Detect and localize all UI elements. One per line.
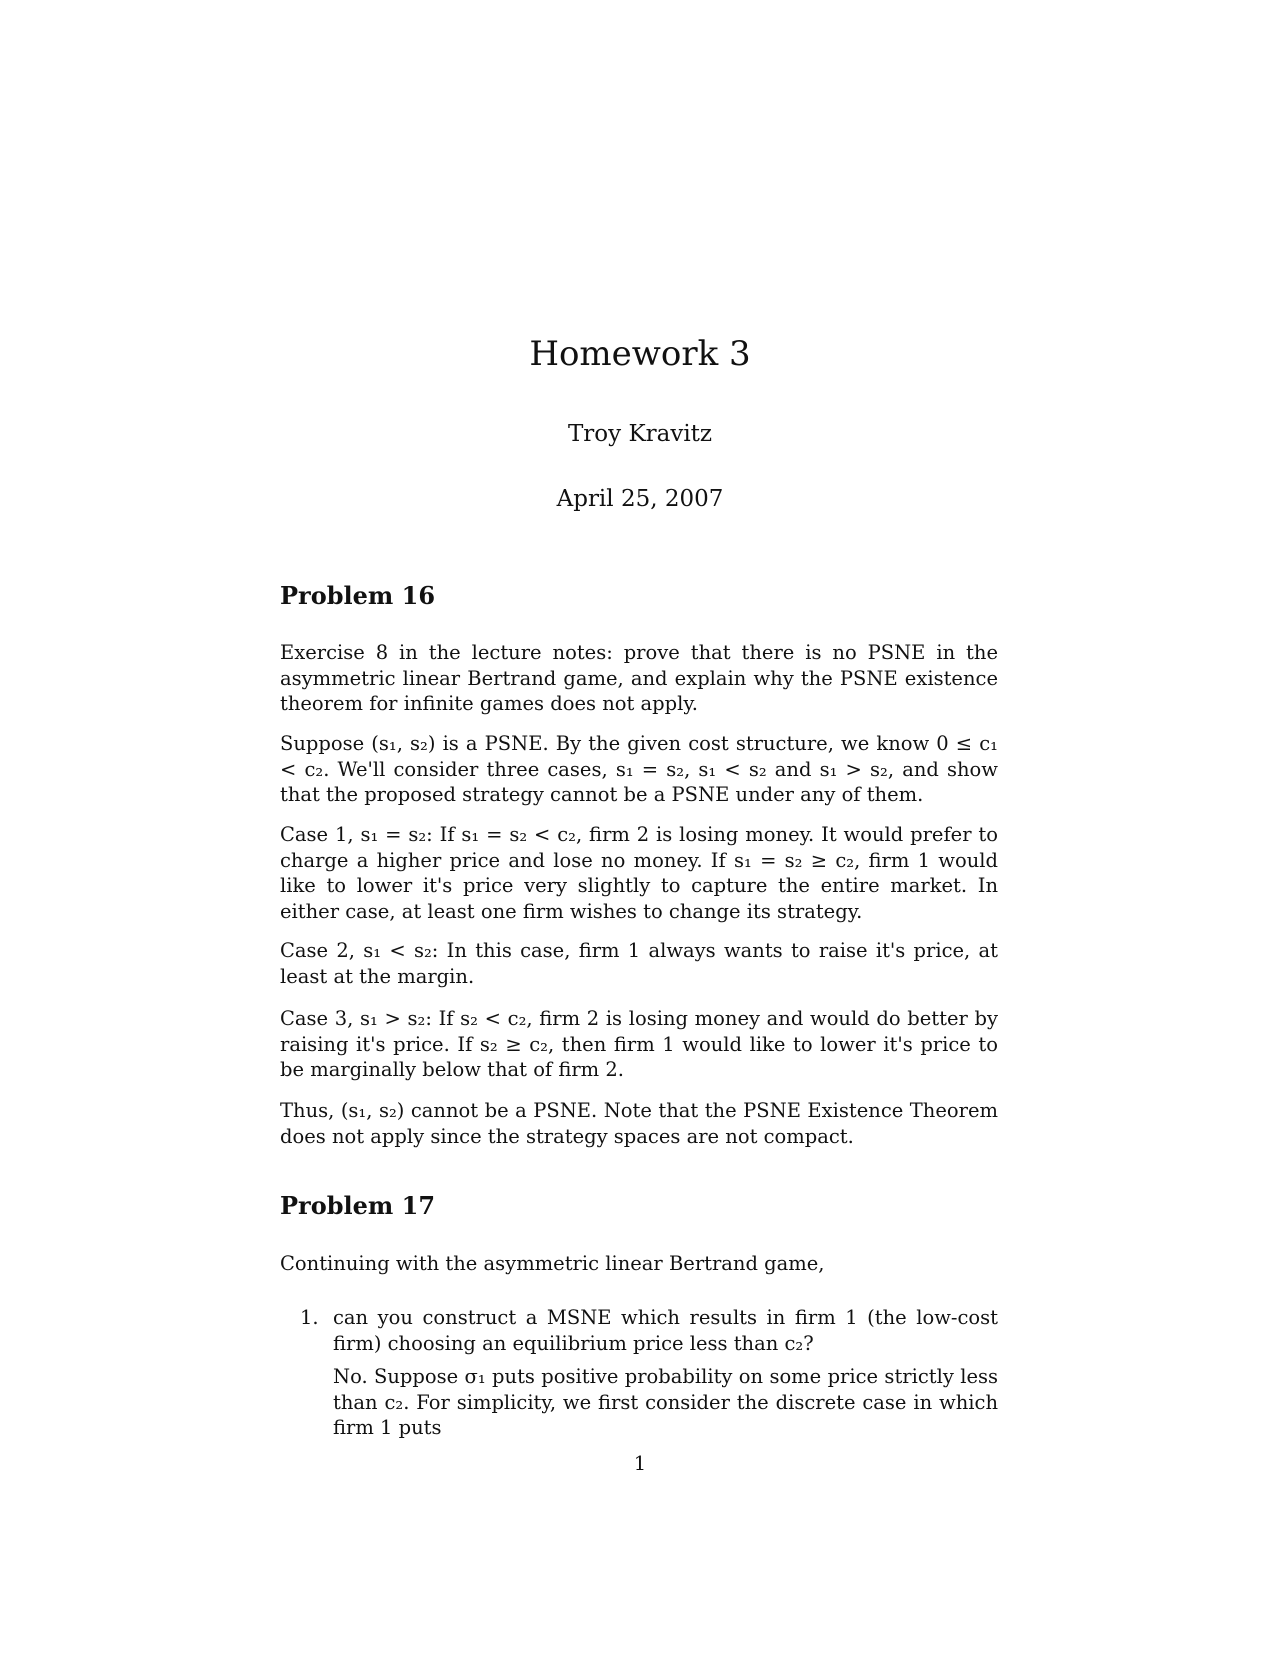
problem-16-case-3: Case 3, s₁ > s₂: If s₂ < c₂, firm 2 is losing money and would do better by raising it's price. If s₂ ≥ c₂, then firm 1 would like to lower it's price to be marginally below that of firm 2. — [280, 1007, 998, 1081]
problem-17-heading: Problem 17 — [280, 1191, 436, 1220]
problem-16-prompt: Exercise 8 in the lecture notes: prove that there is no PSNE in the asymmetric linear Bertrand game, and explain why the PSNE existence theorem for infinite games does not apply. — [280, 641, 998, 715]
document-date: April 25, 2007 — [556, 486, 724, 512]
problem-16-case-2: Case 2, s₁ < s₂: In this case, firm 1 always wants to raise it's price, at least at the margin. — [280, 939, 998, 988]
problem-16-case-1: Case 1, s₁ = s₂: If s₁ = s₂ < c₂, firm 2 is losing money. It would prefer to charge a higher price and lose no money. If s₁ = s₂ ≥ c₂, firm 1 would like to lower it's price very slightly to capture the entire market. In either case, at least one firm wishes to change its strategy. — [280, 823, 998, 923]
problem-17-intro: Continuing with the asymmetric linear Bertrand game, — [280, 1252, 825, 1275]
problem-16-conclusion: Thus, (s₁, s₂) cannot be a PSNE. Note that the PSNE Existence Theorem does not apply since the strategy spaces are not compact. — [280, 1099, 998, 1148]
problem-16-heading: Problem 16 — [280, 581, 436, 610]
list-item-question: can you construct a MSNE which results in firm 1 (the low-cost firm) choosing an equilibrium price less than c₂? — [333, 1306, 998, 1355]
list-item-number: 1. — [300, 1306, 319, 1329]
document-author: Troy Kravitz — [567, 421, 713, 447]
document-title: Homework 3 — [529, 334, 751, 374]
list-item — [300, 1305, 998, 1356]
page-number: 1 — [633, 1452, 647, 1475]
problem-16-paragraph-1: Suppose (s₁, s₂) is a PSNE. By the given cost structure, we know 0 ≤ c₁ < c₂. We'll consider three cases, s₁ = s₂, s₁ < s₂ and s₁ > s₂, and show that the proposed strategy cannot be a PSNE under any of them. — [280, 732, 998, 806]
list-item-answer: No. Suppose σ₁ puts positive probability on some price strictly less than c₂. For simplicity, we first consider the discrete case in which firm 1 puts — [333, 1365, 998, 1439]
